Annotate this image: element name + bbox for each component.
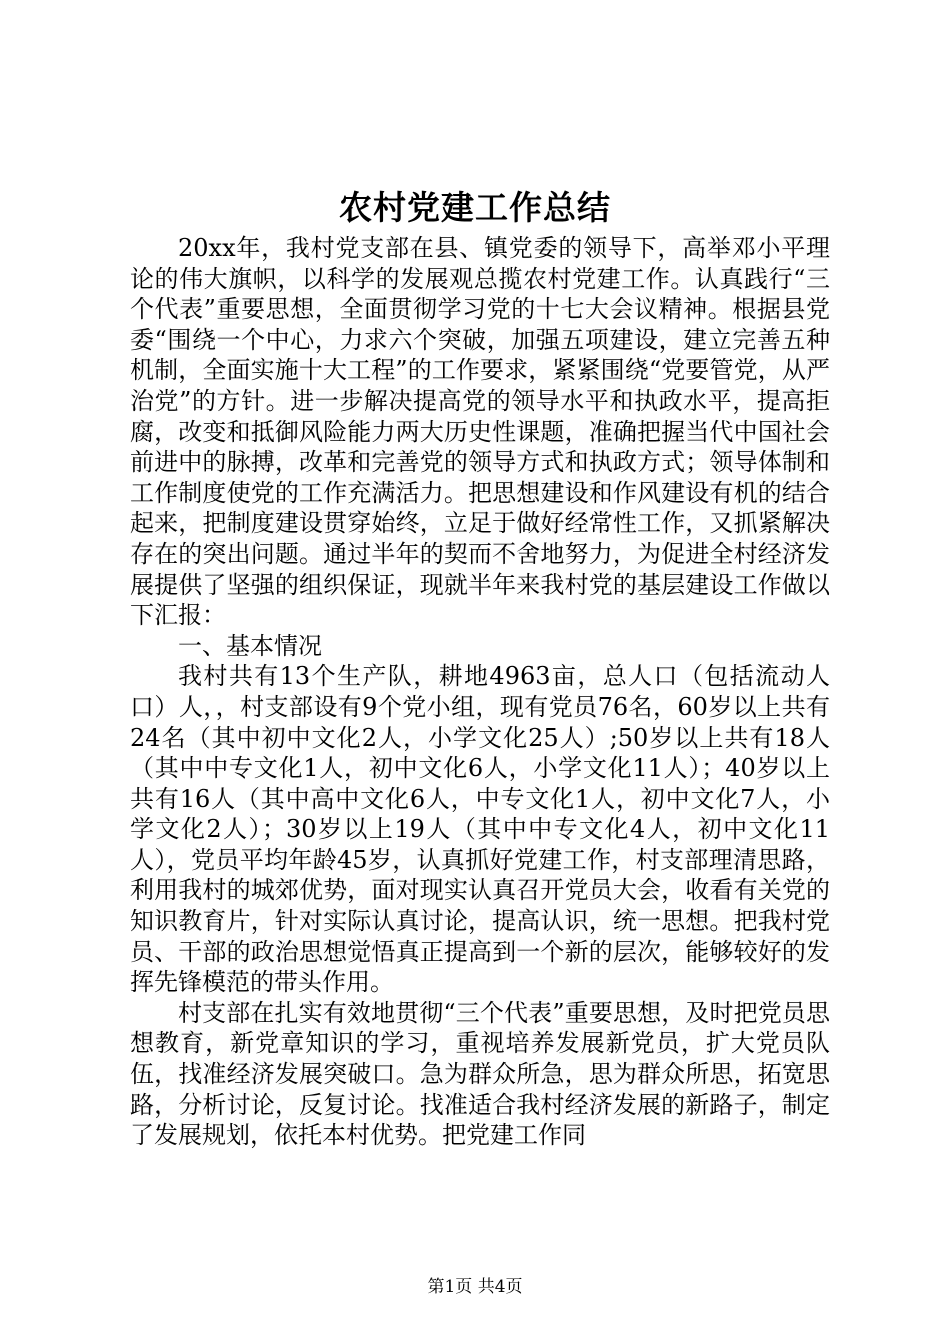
document-title: 农村党建工作总结 — [339, 188, 611, 227]
paragraph-party-work: 村支部在扎实有效地贯彻“三个代表”重要思想，及时把党员思想教育，新党章知识的学习，重视培养发展新党员，扩大党员队伍，找准经济发展突破口。急为群众所急，思为群众所思，拓宽思路，分析讨论，反复讨论。找准适合我村经济发展的新路子，制定了发展规划，依托本村优势。把党建工作同 — [130, 998, 830, 1150]
paragraph-intro: 20xx年，我村党支部在县、镇党委的领导下，高举邓小平理论的伟大旗帜，以科学的发展观总揽农村党建工作。认真践行“三个代表”重要思想，全面贯彻学习党的十七大会议精神。根据县党委“围绕一个中心，力求六个突破，加强五项建设，建立完善五种机制，全面实施十大工程”的工作要求，紧紧围绕“党要管党，从严治党”的方针。进一步解决提高党的领导水平和执政水平，提高拒腐，改变和抵御风险能力两大历史性课题，准确把握当代中国社会前进中的脉搏，改革和完善党的领导方式和执政方式；领导体制和工作制度使党的工作充满活力。把思想建设和作风建设有机的结合起来，把制度建设贯穿始终，立足于做好经常性工作，又抓紧解决存在的突出问题。通过半年的契而不舍地努力，为促进全村经济发展提供了坚强的组织保证，现就半年来我村党的基层建设工作做以下汇报： — [130, 234, 830, 630]
document-body — [130, 233, 830, 1151]
section-heading-basic-info: 一、基本情况 — [178, 631, 322, 660]
page-footer: 第1页 共4页 — [427, 1277, 523, 1297]
paragraph-basic-info: 我村共有13个生产队，耕地4963亩，总人口（包括流动人口）人，，村支部设有9个党小组，现有党员76名，60岁以上共有24名（其中初中文化2人，小学文化25人）;50岁以上共有18人（其中中专文化1人，初中文化6人，小学文化11人）；40岁以上共有16人（其中高中文化6人，中专文化1人，初中文化7人，小学文化2人）；30岁以上19人（其中中专文化4人，初中文化11人），党员平均年龄45岁，认真抓好党建工作，村支部理清思路，利用我村的城郊优势，面对现实认真召开党员大会，收看有关党的知识教育片，针对实际认真讨论，提高认识，统一思想。把我村党员、干部的政治思想觉悟真正提高到一个新的层次，能够较好的发挥先锋模范的带头作用。 — [130, 662, 830, 997]
